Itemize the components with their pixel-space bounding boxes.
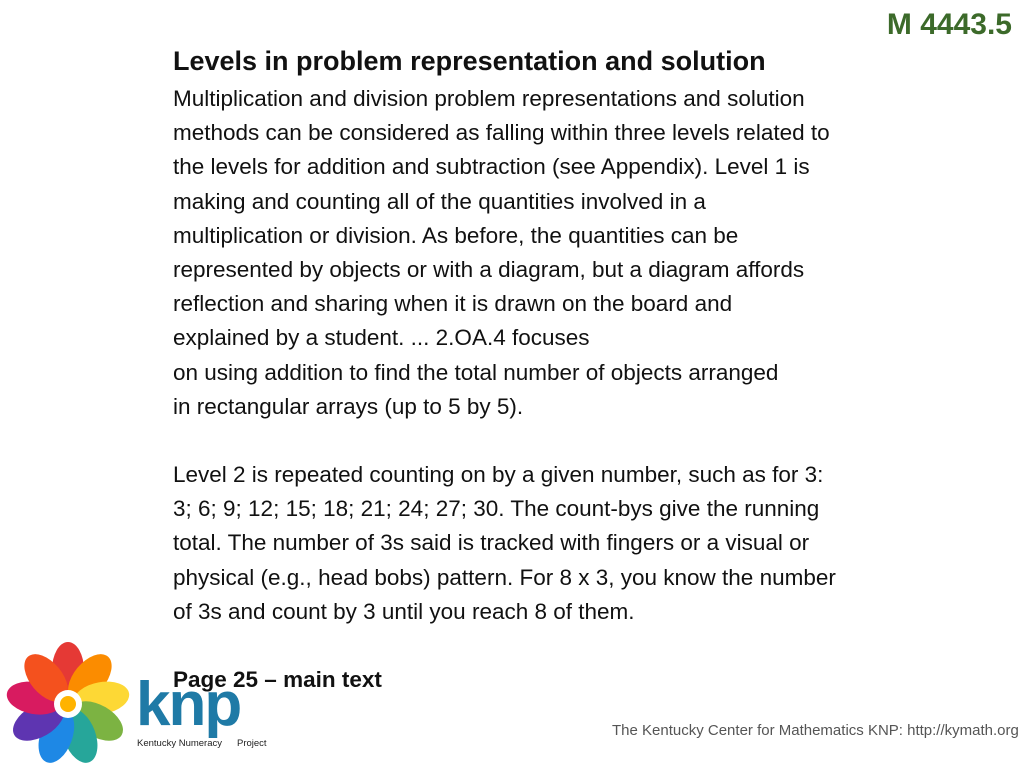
text-line: methods can be considered as falling within three levels related to (173, 120, 830, 146)
text-line: the levels for addition and subtraction (see Appendix). Level 1 is (173, 154, 810, 180)
text-line: Level 2 is repeated counting on by a given number, such as for 3: (173, 462, 824, 488)
text-line: total. The number of 3s said is tracked with fingers or a visual or (173, 530, 810, 556)
paragraph-gap (173, 629, 963, 663)
text-line: reflection and sharing when it is drawn on the board and (173, 291, 733, 317)
text-line: of 3s and count by 3 until you reach 8 of them. (173, 598, 635, 624)
main-content (173, 40, 963, 697)
text-line: explained by a student. ... 2.OA.4 focuses (173, 325, 590, 351)
footer-credit: The Kentucky Center for Mathematics KNP: http://kymath.org (612, 722, 1019, 739)
slide-title: Levels in problem representation and solution (173, 46, 766, 76)
text-line: Multiplication and division problem representations and solution (173, 86, 805, 111)
course-code: M 4443.5 (886, 8, 1012, 41)
text-line: physical (e.g., head bobs) pattern. For 8 x 3, you know the number (173, 564, 836, 590)
paragraph-level-1 (173, 82, 963, 424)
text-line: in rectangular arrays (up to 5 by 5). (173, 393, 524, 419)
paragraph-level-2 (173, 458, 963, 629)
knp-logo (0, 640, 280, 760)
page-reference: Page 25 – main text (173, 667, 382, 693)
text-line: multiplication or division. As before, the quantities can be (173, 222, 739, 248)
pinwheel-logo-icon (0, 640, 135, 768)
text-line: making and counting all of the quantities involved in a (173, 188, 706, 214)
text-line: 3; 6; 9; 12; 15; 18; 21; 24; 27; 30. The count-bys give the running (173, 496, 820, 522)
text-line: represented by objects or with a diagram, but a diagram affords (173, 257, 805, 283)
paragraph-gap (173, 424, 963, 458)
brand-wordmark: knp (136, 670, 241, 739)
text-line: on using addition to find the total number of objects arranged (173, 359, 779, 385)
brand-subtitle: Kentucky Numeracy (137, 738, 223, 749)
brand-subtitle-project: Project (237, 738, 267, 749)
